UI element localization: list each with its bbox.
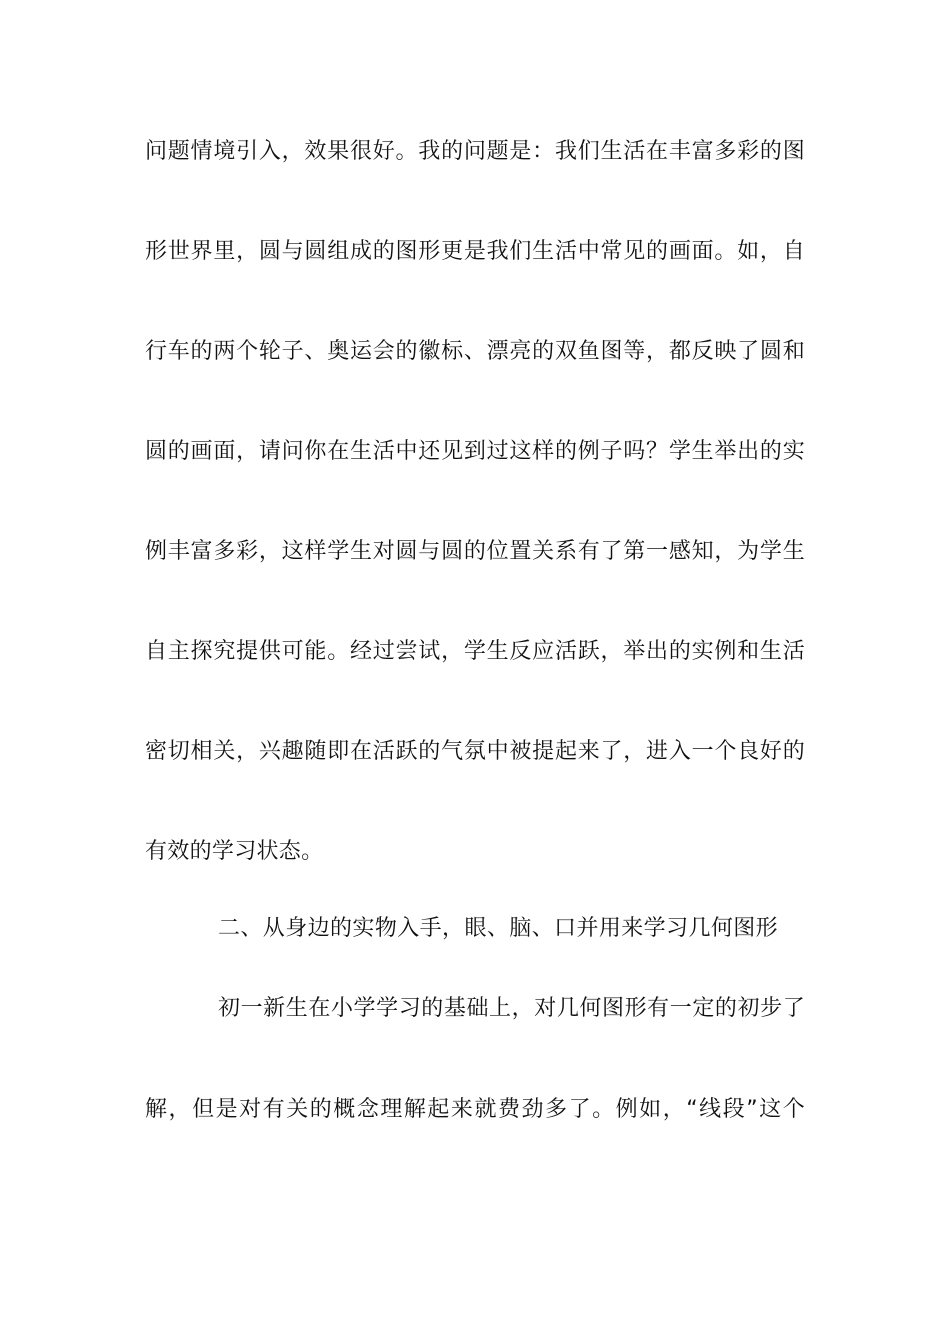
- paragraph-line: 圆的画面，请问你在生活中还见到过这样的例子吗？学生举出的实: [145, 439, 805, 464]
- paragraph-line: 密切相关，兴趣随即在活跃的气氛中被提起来了，进入一个良好的: [145, 739, 805, 764]
- paragraph-line: 有效的学习状态。: [145, 839, 324, 864]
- section-heading: 二、从身边的实物入手，眼、脑、口并用来学习几何图形: [218, 916, 778, 941]
- paragraph-line: 例丰富多彩，这样学生对圆与圆的位置关系有了第一感知，为学生: [145, 539, 805, 564]
- paragraph-line: 问题情境引入，效果很好。我的问题是：我们生活在丰富多彩的图: [145, 139, 805, 164]
- paragraph-line: 行车的两个轮子、奥运会的徽标、漂亮的双鱼图等，都反映了圆和: [145, 339, 805, 364]
- paragraph-line: 形世界里，圆与圆组成的图形更是我们生活中常见的画面。如，自: [145, 239, 805, 264]
- paragraph-line: 解，但是对有关的概念理解起来就费劲多了。例如，“线段”这个: [145, 1097, 805, 1122]
- paragraph-line: 自主探究提供可能。经过尝试，学生反应活跃，举出的实例和生活: [145, 639, 805, 664]
- paragraph-line: 初一新生在小学学习的基础上，对几何图形有一定的初步了: [218, 996, 805, 1021]
